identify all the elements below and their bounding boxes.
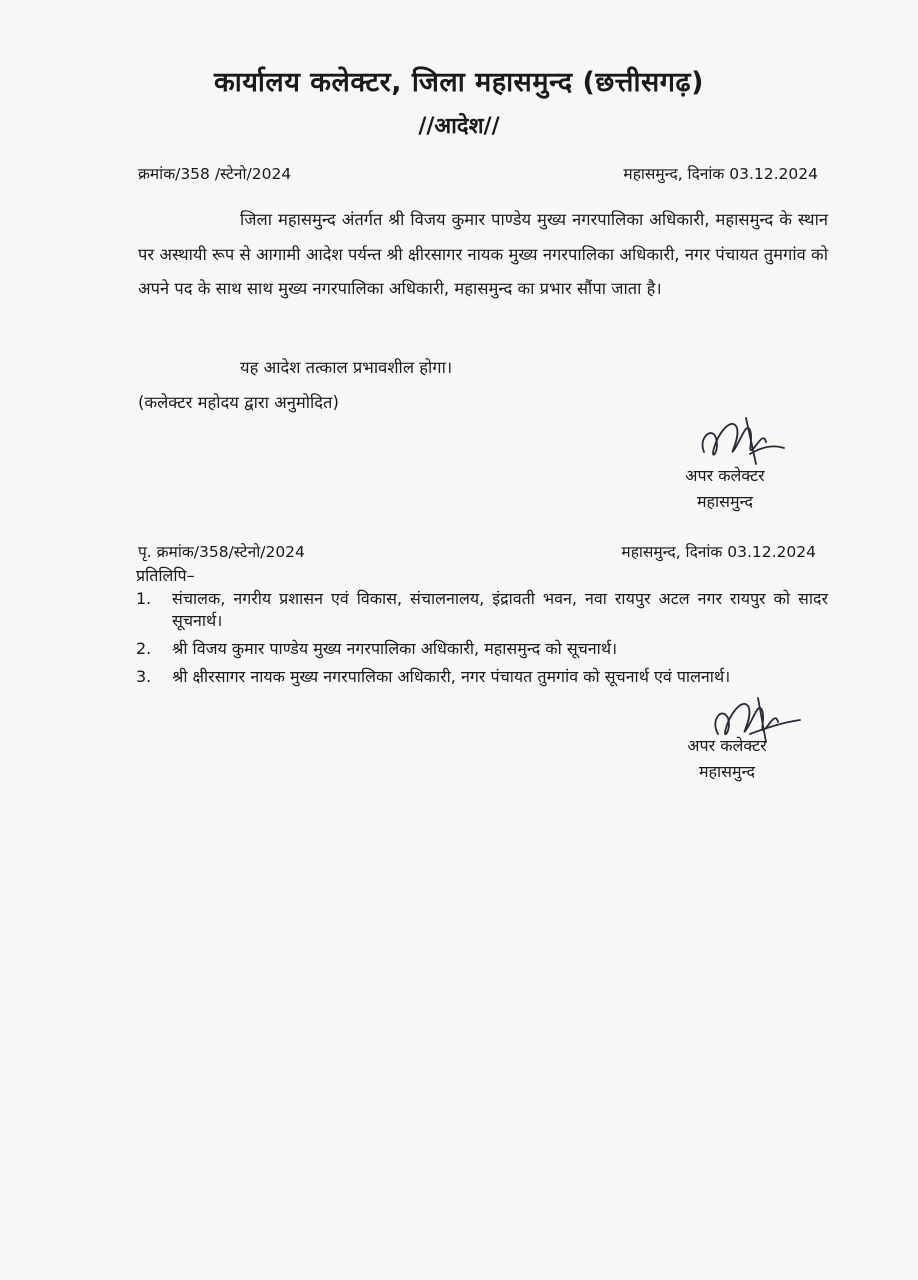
list-item-number: 1. — [136, 589, 152, 608]
copy-recipient-list — [136, 588, 828, 694]
order-heading: //आदेश// — [418, 114, 500, 139]
list-item-text: श्री क्षीरसागर नायक मुख्य नगरपालिका अधिकारी, नगर पंचायत तुमगांव को सूचनार्थ एवं पालनार्थ। — [172, 667, 731, 686]
signature-2-designation: अपर कलेक्टर — [687, 736, 767, 755]
copy-label: प्रतिलिपि– — [136, 566, 195, 585]
order-reference-number: क्रमांक/358 /स्टेनो/2024 — [138, 165, 292, 183]
order-body-paragraph — [138, 203, 828, 307]
signature-2-block — [662, 733, 792, 785]
list-item-number: 3. — [136, 667, 152, 686]
signature-1-designation: अपर कलेक्टर — [685, 466, 765, 485]
list-item-number: 2. — [136, 639, 152, 658]
list-item — [136, 588, 828, 632]
signature-1-place: महासमुन्द — [696, 492, 754, 511]
list-item — [136, 638, 828, 660]
signature-2-place: महासमुन्द — [698, 762, 756, 781]
order-place-date: महासमुन्द, दिनांक 03.12.2024 — [623, 165, 818, 183]
signature-1-block — [660, 463, 790, 515]
list-item — [136, 666, 828, 688]
copy-reference-number: पृ. क्रमांक/358/स्टेनो/2024 — [138, 543, 305, 561]
list-item-text: संचालक, नगरीय प्रशासन एवं विकास, संचालनालय, इंद्रावती भवन, नवा रायपुर अटल नगर रायपुर को सादर सूचनार्थ। — [172, 589, 828, 630]
copy-place-date: महासमुन्द, दिनांक 03.12.2024 — [621, 543, 816, 561]
order-body-text: जिला महासमुन्द अंतर्गत श्री विजय कुमार पाण्डेय मुख्य नगरपालिका अधिकारी, महासमुन्द के स्थान पर अस्थायी रूप से आगामी आदेश पर्यन्त श्री क्षीरसागर नायक मुख्य नगरपालिका अधिकारी, नगर पंचायत तुमगांव को अपने पद के साथ साथ मुख्य नगरपालिका अधिकारी, महासमुन्द का प्रभार सौंपा जाता है। — [138, 210, 828, 298]
order-effect-line: यह आदेश तत्काल प्रभावशील होगा। — [240, 358, 453, 377]
approval-note: (कलेक्टर महोदय द्वारा अनुमोदित) — [138, 393, 339, 412]
office-title: कार्यालय कलेक्टर, जिला महासमुन्द (छत्तीसगढ़) — [214, 67, 704, 98]
list-item-text: श्री विजय कुमार पाण्डेय मुख्य नगरपालिका अधिकारी, महासमुन्द को सूचनार्थ। — [172, 639, 618, 658]
